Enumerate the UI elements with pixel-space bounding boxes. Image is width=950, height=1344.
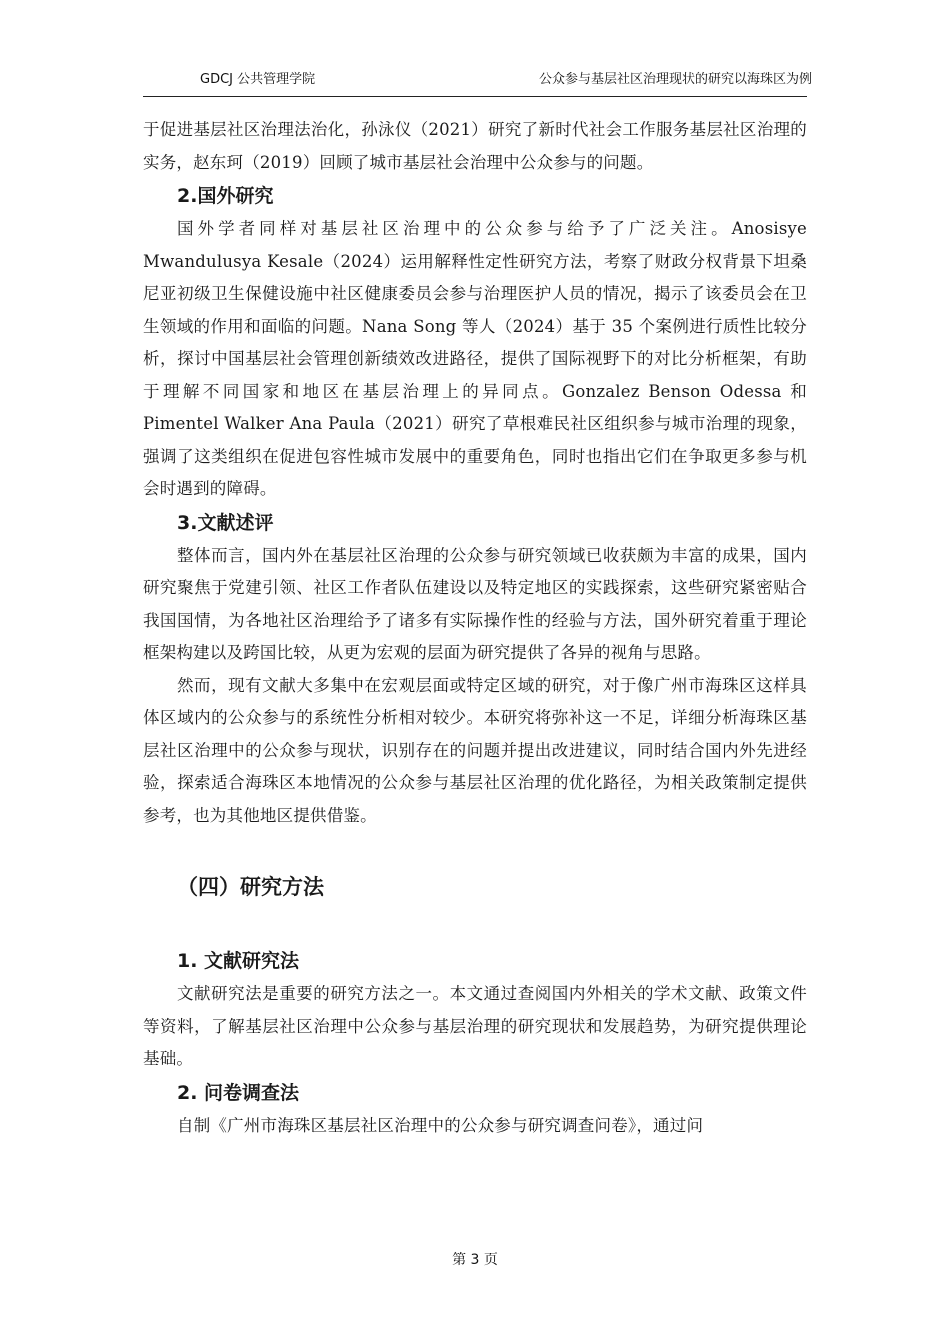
heading-survey-method: 2. 问卷调查法 xyxy=(177,1081,300,1104)
paragraph-intro-continuation: 于促进基层社区治理法治化，孙泳仪（2021）研究了新时代社会工作服务基层社区治理的实务，赵东珂（2019）回顾了城市基层社会治理中公众参与的问题。 xyxy=(143,120,807,172)
paragraph-review-summary: 整体而言，国内外在基层社区治理的公众参与研究领域已收获颇为丰富的成果，国内研究聚焦于党建引领、社区工作者队伍建设以及特定地区的实践探索，这些研究紧密贴合我国国情，为各地社区治理给予了诸多有实际操作性的经验与方法，国外研究着重于理论框架构建以及跨国比较，从更为宏观的层面为研究提供了各异的视角与思路。 xyxy=(143,545,807,662)
header-institution: GDCJ 公共管理学院 xyxy=(200,72,316,87)
heading-research-methods: （四）研究方法 xyxy=(177,875,324,899)
header-title: 公众参与基层社区治理现状的研究以海珠区为例 xyxy=(538,72,812,87)
paragraph-foreign-research: 国外学者同样对基层社区治理中的公众参与给予了广泛关注。Anosisye Mwandulusya Kesale（2024）运用解释性定性研究方法，考察了财政分权背景下坦桑尼亚初级卫生保健设施中社区健康委员会参与治理医护人员的情况，揭示了该委员会在卫生领域的作用和面临的问题。Nana Song 等人（2024）基于 35 个案例进行质性比较分析，探讨中国基层社会管理创新绩效改进路径，提供了国际视野下的对比分析框架，有助于理解不同国家和地区在基层治理上的异同点。Gonzalez Benson Odessa 和 Pimentel Walker Ana Paula（2021）研究了草根难民社区组织参与城市治理的现象，强调了这类组织在促进包容性城市发展中的重要角色，同时也指出它们在争取更多参与机会时遇到的障碍。 xyxy=(143,219,807,498)
heading-literature-method: 1. 文献研究法 xyxy=(177,950,300,972)
page-number: 第 3 页 xyxy=(452,1252,498,1268)
heading-foreign-research: 2.国外研究 xyxy=(177,185,274,207)
page-body xyxy=(143,114,807,1142)
paragraph-survey-method: 自制《广州市海珠区基层社区治理中的公众参与研究调查问卷》，通过问 xyxy=(177,1115,704,1135)
header-divider xyxy=(143,96,807,97)
paragraph-review-gap: 然而，现有文献大多集中在宏观层面或特定区域的研究，对于像广州市海珠区这样具体区域内的公众参与的系统性分析相对较少。本研究将弥补这一不足，详细分析海珠区基层社区治理中的公众参与现状，识别存在的问题并提出改进建议，同时结合国内外先进经验，探索适合海珠区本地情况的公众参与基层社区治理的优化路径，为相关政策制定提供参考，也为其他地区提供借鉴。 xyxy=(143,675,807,825)
heading-literature-review: 3.文献述评 xyxy=(177,511,274,534)
paragraph-literature-method: 文献研究法是重要的研究方法之一。本文通过查阅国内外相关的学术文献、政策文件等资料，了解基层社区治理中公众参与基层治理的研究现状和发展趋势，为研究提供理论基础。 xyxy=(143,984,807,1068)
page-header xyxy=(200,66,812,90)
